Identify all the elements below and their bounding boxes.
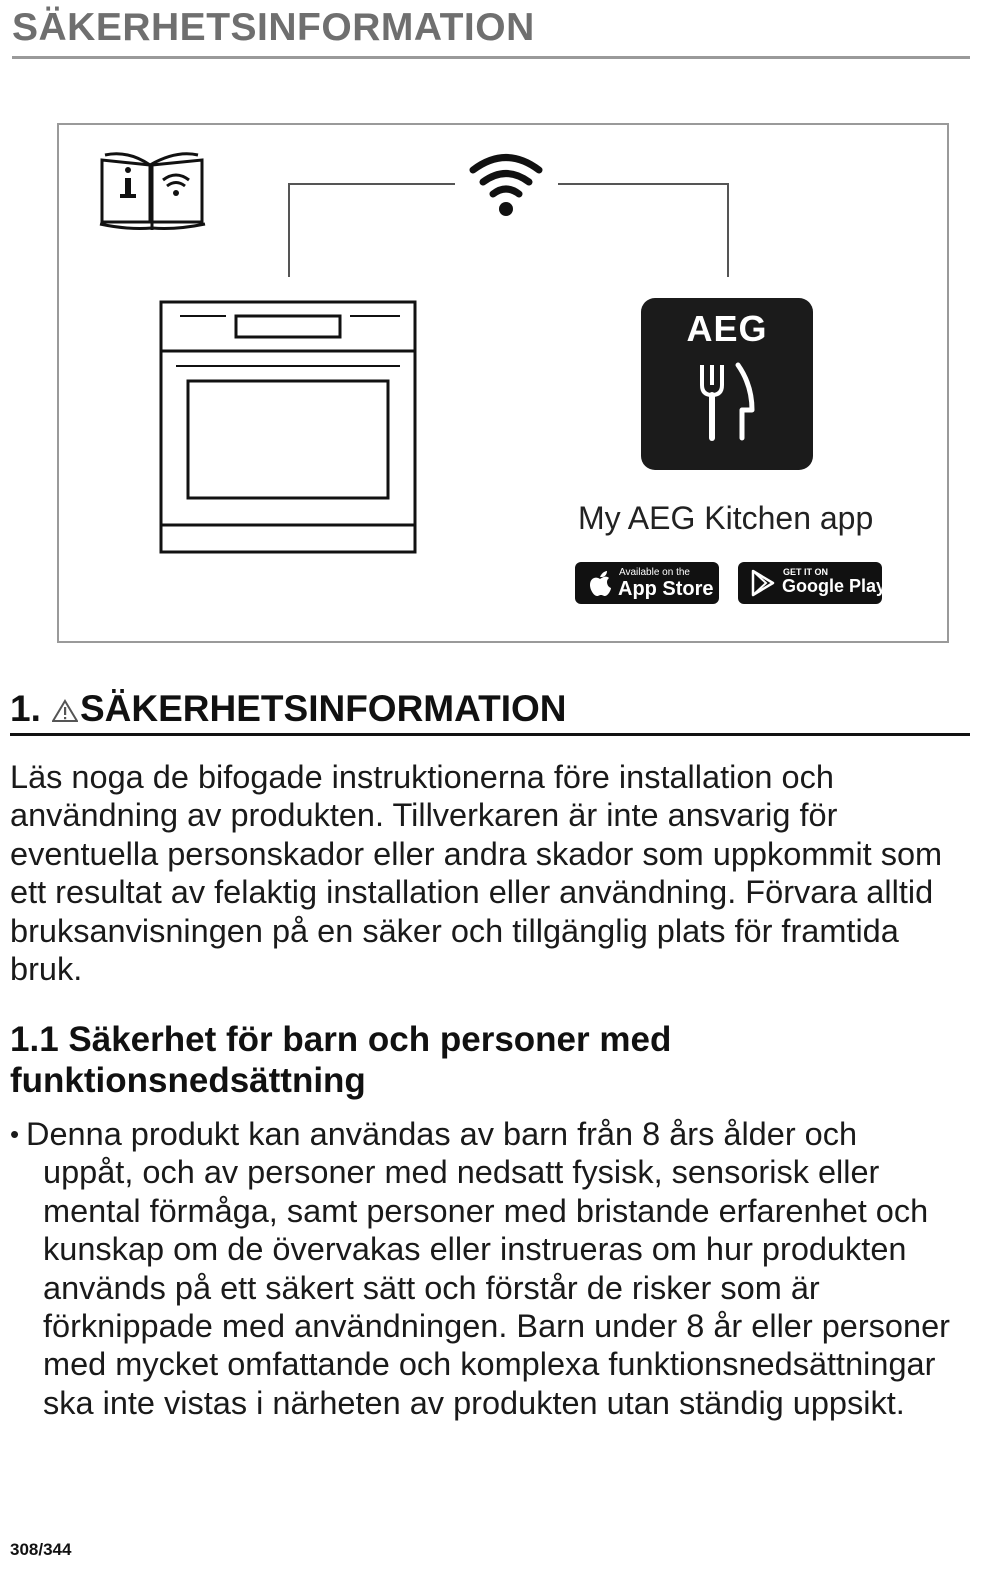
section-divider xyxy=(10,733,970,736)
app-name: My AEG Kitchen app xyxy=(578,500,874,536)
section-number: 1. xyxy=(10,688,41,729)
google-play-icon xyxy=(750,569,776,597)
google-play-badge[interactable] xyxy=(738,562,887,604)
page-header-title: SÄKERHETSINFORMATION xyxy=(12,6,535,49)
wifi-icon xyxy=(473,158,539,217)
app-store-badge[interactable] xyxy=(575,562,719,604)
oven-icon xyxy=(161,302,415,552)
google-play-small-text: GET IT ON xyxy=(783,567,828,577)
bullet-first-line: Denna produkt kan användas av barn från 8 års ålder och xyxy=(26,1116,858,1152)
app-store-big-text: App Store xyxy=(618,578,714,600)
page-number: 308/344 xyxy=(10,1540,72,1559)
warning-icon xyxy=(52,699,78,723)
manual-info-wifi-icon xyxy=(100,154,205,230)
section-heading xyxy=(10,688,566,730)
google-play-big-text: Google Play xyxy=(782,576,887,596)
connection-lines xyxy=(289,184,728,277)
apple-icon xyxy=(587,569,613,597)
bullet-continuation: uppåt, och av personer med nedsatt fysisk, sensorisk eller mental förmåga, samt personer med bristande erfarenhet och kunskap om de övervakas eller instrueras om hur produkten används på ett säkert sätt och förstår de risker som är förknippade med användningen. Barn under 8 år eller personer med mycket omfattande och komplexa funktionsnedsättningar ska inte vistas i närheten av produkten utan ständig uppsikt. xyxy=(43,1154,950,1421)
intro-paragraph: Läs noga de bifogade instruktionerna före installation och användning av produkten. Tillverkaren är inte ansvarig för eventuella personskador eller andra skador som uppkommit som ett resultat av felaktig installation eller användning. Förvara alltid bruksanvisningen på en säker och tillgänglig plats för framtida bruk. xyxy=(10,759,943,988)
app-store-small-text: Available on the xyxy=(619,567,690,578)
subsection-title: 1.1 Säkerhet för barn och personer med funktionsnedsättning xyxy=(10,1020,672,1100)
aeg-logo-text: AEG xyxy=(686,308,768,349)
bullet-dot: • xyxy=(10,1119,20,1149)
section-title: SÄKERHETSINFORMATION xyxy=(80,688,567,729)
